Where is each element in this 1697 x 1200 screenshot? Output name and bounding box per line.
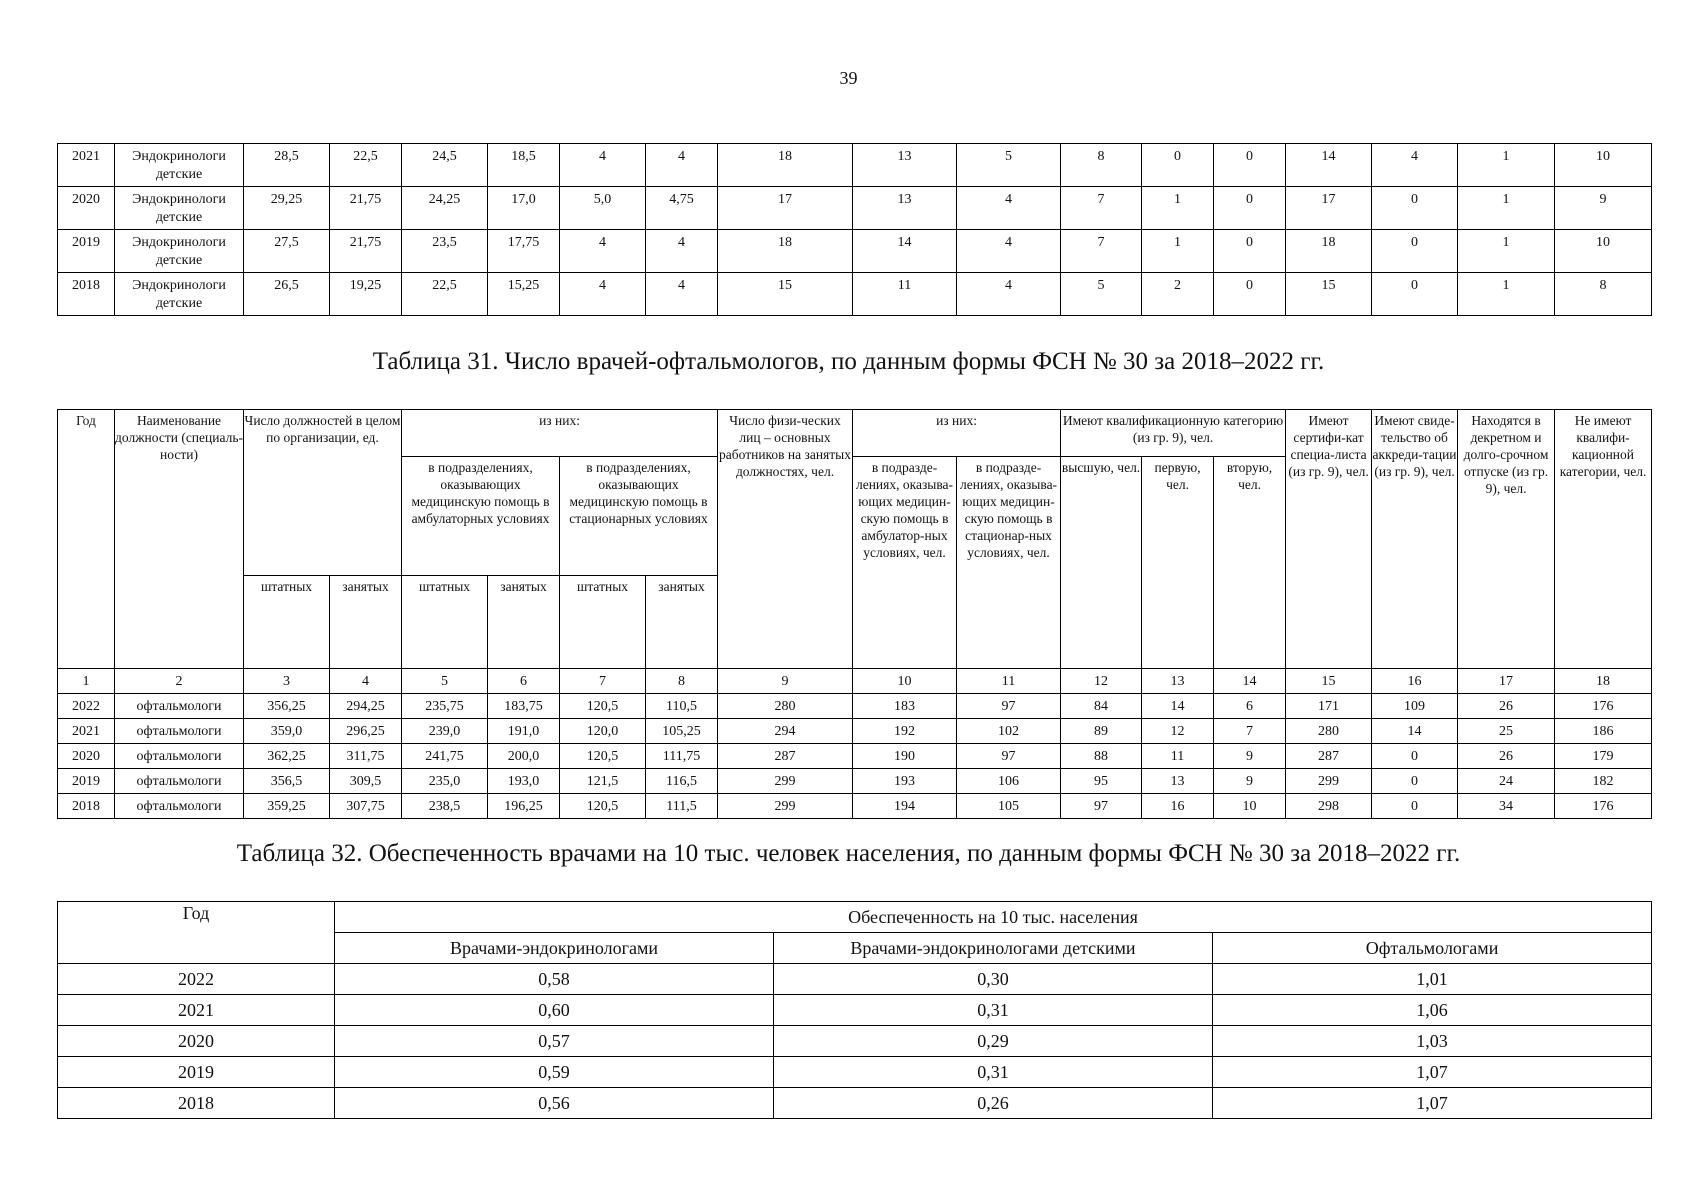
value-cell: 4 <box>560 230 646 273</box>
value-cell: 17,75 <box>488 230 560 273</box>
table-continued <box>57 143 1652 316</box>
value-cell: 8 <box>1555 273 1652 316</box>
value-cell: 19,25 <box>330 273 402 316</box>
value-cell: 120,5 <box>560 794 646 819</box>
column-number-cell: 9 <box>718 669 853 694</box>
table31-caption: Таблица 31. Число врачей-офтальмологов, по данным формы ФСН № 30 за 2018–2022 гг. <box>372 348 1325 375</box>
header-year: Год <box>58 410 115 669</box>
table31 <box>57 409 1652 819</box>
table-row <box>58 144 1652 187</box>
value-cell: 120,5 <box>560 694 646 719</box>
value-cell: 194 <box>853 794 957 819</box>
value-cell: 13 <box>1142 769 1214 794</box>
year-cell: 2018 <box>58 1088 335 1119</box>
value-cell: 21,75 <box>330 187 402 230</box>
value-cell: 311,75 <box>330 744 402 769</box>
value-cell: 186 <box>1555 719 1652 744</box>
value-cell: 183,75 <box>488 694 560 719</box>
value-cell: 2 <box>1142 273 1214 316</box>
header-physical-persons: Число физи-ческих лиц – основных работников на занятых должностях, чел. <box>718 410 853 669</box>
value-cell: 105,25 <box>646 719 718 744</box>
value-cell: 4 <box>646 230 718 273</box>
table-row <box>58 1026 1652 1057</box>
value-cell: 1 <box>1142 187 1214 230</box>
year-cell: 2022 <box>58 694 115 719</box>
year-cell: 2018 <box>58 794 115 819</box>
value-cell: 29,25 <box>244 187 330 230</box>
value-cell: 0,31 <box>774 1057 1213 1088</box>
value-cell: 7 <box>1061 187 1142 230</box>
value-cell: 4 <box>957 273 1061 316</box>
value-cell: 11 <box>853 273 957 316</box>
value-cell: 0 <box>1142 144 1214 187</box>
header-positions-total: Число должностей в целом по организации, ед. <box>244 410 402 576</box>
value-cell: 193 <box>853 769 957 794</box>
year-cell: 2021 <box>58 995 335 1026</box>
value-cell: 9 <box>1555 187 1652 230</box>
header-no-category: Не имеют квалифи-кационной категории, чел. <box>1555 410 1652 669</box>
value-cell: 1 <box>1458 273 1555 316</box>
page-number: 39 <box>839 68 858 88</box>
table-row <box>58 794 1652 819</box>
value-cell: 294,25 <box>330 694 402 719</box>
column-number-cell: 8 <box>646 669 718 694</box>
column-number-row <box>58 669 1652 694</box>
value-cell: 11 <box>1142 744 1214 769</box>
value-cell: 0 <box>1214 273 1286 316</box>
value-cell: 24,5 <box>402 144 488 187</box>
value-cell: 307,75 <box>330 794 402 819</box>
year-cell: 2019 <box>58 230 115 273</box>
table-row <box>58 964 1652 995</box>
header-inp-occupied: занятых <box>646 576 718 669</box>
header-first: первую, чел. <box>1142 457 1214 669</box>
table-row <box>58 230 1652 273</box>
value-cell: 28,5 <box>244 144 330 187</box>
table-row <box>58 995 1652 1026</box>
year-cell: 2021 <box>58 144 115 187</box>
value-cell: 9 <box>1214 769 1286 794</box>
value-cell: 1 <box>1458 144 1555 187</box>
value-cell: 0 <box>1214 187 1286 230</box>
value-cell: 190 <box>853 744 957 769</box>
value-cell: 309,5 <box>330 769 402 794</box>
value-cell: 18 <box>718 230 853 273</box>
value-cell: 17 <box>718 187 853 230</box>
value-cell: 235,75 <box>402 694 488 719</box>
value-cell: 5 <box>1061 273 1142 316</box>
header-second: вторую, чел. <box>1214 457 1286 669</box>
table-row <box>58 694 1652 719</box>
value-cell: 235,0 <box>402 769 488 794</box>
header-endocrinologists: Врачами-эндокринологами <box>335 933 774 964</box>
value-cell: 0,29 <box>774 1026 1213 1057</box>
value-cell: 116,5 <box>646 769 718 794</box>
value-cell: 14 <box>1142 694 1214 719</box>
value-cell: 1,06 <box>1213 995 1652 1026</box>
year-cell: 2019 <box>58 769 115 794</box>
year-cell: 2021 <box>58 719 115 744</box>
value-cell: 22,5 <box>330 144 402 187</box>
table-row <box>58 273 1652 316</box>
value-cell: 120,0 <box>560 719 646 744</box>
value-cell: 1 <box>1458 230 1555 273</box>
header-amb-staff: штатных <box>402 576 488 669</box>
column-number-cell: 2 <box>115 669 244 694</box>
value-cell: 6 <box>1214 694 1286 719</box>
value-cell: 0 <box>1372 187 1458 230</box>
value-cell: 4 <box>646 273 718 316</box>
value-cell: 1 <box>1142 230 1214 273</box>
value-cell: 7 <box>1061 230 1142 273</box>
column-number-cell: 11 <box>957 669 1061 694</box>
header-certificate: Имеют сертифи-кат специа-листа (из гр. 9), чел. <box>1286 410 1372 669</box>
header-of-them: из них: <box>402 410 718 457</box>
table32 <box>57 901 1652 1119</box>
value-cell: 89 <box>1061 719 1142 744</box>
header-staff: штатных <box>244 576 330 669</box>
header-highest: высшую, чел. <box>1061 457 1142 669</box>
value-cell: 191,0 <box>488 719 560 744</box>
value-cell: 0 <box>1372 273 1458 316</box>
year-cell: 2022 <box>58 964 335 995</box>
value-cell: 105 <box>957 794 1061 819</box>
value-cell: 356,5 <box>244 769 330 794</box>
value-cell: 4 <box>1372 144 1458 187</box>
position-cell: Эндокринологи детские <box>115 230 244 273</box>
column-number-cell: 13 <box>1142 669 1214 694</box>
column-number-cell: 10 <box>853 669 957 694</box>
column-number-cell: 16 <box>1372 669 1458 694</box>
header-inp-persons: в подразде-лениях, оказыва-ющих медицин-скую помощь в стационар-ных условиях, чел. <box>957 457 1061 669</box>
table-row <box>58 719 1652 744</box>
value-cell: 280 <box>718 694 853 719</box>
value-cell: 294 <box>718 719 853 744</box>
value-cell: 110,5 <box>646 694 718 719</box>
value-cell: 22,5 <box>402 273 488 316</box>
value-cell: 27,5 <box>244 230 330 273</box>
column-number-cell: 15 <box>1286 669 1372 694</box>
column-number-cell: 1 <box>58 669 115 694</box>
position-cell: офтальмологи <box>115 694 244 719</box>
table-row <box>58 769 1652 794</box>
value-cell: 176 <box>1555 694 1652 719</box>
value-cell: 34 <box>1458 794 1555 819</box>
value-cell: 356,25 <box>244 694 330 719</box>
value-cell: 84 <box>1061 694 1142 719</box>
value-cell: 18 <box>1286 230 1372 273</box>
value-cell: 287 <box>1286 744 1372 769</box>
table-row <box>58 744 1652 769</box>
value-cell: 95 <box>1061 769 1142 794</box>
value-cell: 0 <box>1372 794 1458 819</box>
value-cell: 298 <box>1286 794 1372 819</box>
year-cell: 2020 <box>58 1026 335 1057</box>
value-cell: 0,60 <box>335 995 774 1026</box>
value-cell: 4 <box>560 144 646 187</box>
column-number-cell: 7 <box>560 669 646 694</box>
table-row <box>58 1057 1652 1088</box>
value-cell: 21,75 <box>330 230 402 273</box>
value-cell: 24,25 <box>402 187 488 230</box>
value-cell: 10 <box>1214 794 1286 819</box>
value-cell: 4,75 <box>646 187 718 230</box>
table-row <box>58 1088 1652 1119</box>
value-cell: 182 <box>1555 769 1652 794</box>
value-cell: 0,58 <box>335 964 774 995</box>
header-year: Год <box>58 902 335 964</box>
value-cell: 192 <box>853 719 957 744</box>
value-cell: 14 <box>1286 144 1372 187</box>
column-number-cell: 17 <box>1458 669 1555 694</box>
header-accreditation: Имеют свиде-тельство об аккреди-тации (из гр. 9), чел. <box>1372 410 1458 669</box>
value-cell: 102 <box>957 719 1061 744</box>
position-cell: Эндокринологи детские <box>115 187 244 230</box>
position-cell: офтальмологи <box>115 769 244 794</box>
value-cell: 362,25 <box>244 744 330 769</box>
column-number-cell: 14 <box>1214 669 1286 694</box>
header-of-them-2: из них: <box>853 410 1061 457</box>
value-cell: 4 <box>560 273 646 316</box>
value-cell: 299 <box>718 794 853 819</box>
value-cell: 299 <box>718 769 853 794</box>
value-cell: 4 <box>957 230 1061 273</box>
value-cell: 26 <box>1458 744 1555 769</box>
value-cell: 18,5 <box>488 144 560 187</box>
value-cell: 1,03 <box>1213 1026 1652 1057</box>
year-cell: 2019 <box>58 1057 335 1088</box>
value-cell: 359,25 <box>244 794 330 819</box>
value-cell: 7 <box>1214 719 1286 744</box>
value-cell: 179 <box>1555 744 1652 769</box>
value-cell: 10 <box>1555 144 1652 187</box>
value-cell: 17 <box>1286 187 1372 230</box>
header-amb-persons: в подразде-лениях, оказыва-ющих медицин-скую помощь в амбулатор-ных условиях, чел. <box>853 457 957 669</box>
header-qualification: Имеют квалификационную категорию (из гр. 9), чел. <box>1061 410 1286 457</box>
value-cell: 9 <box>1214 744 1286 769</box>
value-cell: 111,75 <box>646 744 718 769</box>
header-ambulatory: в подразделениях, оказывающих медицинскую помощь в амбулаторных условиях <box>402 457 560 576</box>
value-cell: 15,25 <box>488 273 560 316</box>
value-cell: 106 <box>957 769 1061 794</box>
header-provision: Обеспеченность на 10 тыс. населения <box>335 902 1652 933</box>
header-inp-staff: штатных <box>560 576 646 669</box>
value-cell: 0,26 <box>774 1088 1213 1119</box>
value-cell: 0 <box>1214 144 1286 187</box>
column-number-cell: 18 <box>1555 669 1652 694</box>
value-cell: 0,31 <box>774 995 1213 1026</box>
column-number-cell: 4 <box>330 669 402 694</box>
column-number-cell: 12 <box>1061 669 1142 694</box>
value-cell: 359,0 <box>244 719 330 744</box>
value-cell: 97 <box>1061 794 1142 819</box>
value-cell: 0,56 <box>335 1088 774 1119</box>
value-cell: 16 <box>1142 794 1214 819</box>
value-cell: 238,5 <box>402 794 488 819</box>
value-cell: 4 <box>646 144 718 187</box>
value-cell: 15 <box>1286 273 1372 316</box>
value-cell: 13 <box>853 144 957 187</box>
value-cell: 4 <box>957 187 1061 230</box>
column-number-cell: 6 <box>488 669 560 694</box>
value-cell: 14 <box>1372 719 1458 744</box>
value-cell: 17,0 <box>488 187 560 230</box>
value-cell: 287 <box>718 744 853 769</box>
value-cell: 193,0 <box>488 769 560 794</box>
header-leave: Находятся в декретном и долго-срочном отпуске (из гр. 9), чел. <box>1458 410 1555 669</box>
value-cell: 239,0 <box>402 719 488 744</box>
value-cell: 8 <box>1061 144 1142 187</box>
value-cell: 0,57 <box>335 1026 774 1057</box>
table32-caption: Таблица 32. Обеспеченность врачами на 10 тыс. человек населения, по данным формы ФСН № 30 за 2018–2022 гг. <box>236 840 1461 867</box>
value-cell: 88 <box>1061 744 1142 769</box>
value-cell: 0,59 <box>335 1057 774 1088</box>
header-position: Наименование должности (специаль-ности) <box>115 410 244 669</box>
header-endocrinologists-child: Врачами-эндокринологами детскими <box>774 933 1213 964</box>
header-ophthalmologists: Офтальмологами <box>1213 933 1652 964</box>
value-cell: 15 <box>718 273 853 316</box>
value-cell: 26,5 <box>244 273 330 316</box>
value-cell: 176 <box>1555 794 1652 819</box>
value-cell: 97 <box>957 744 1061 769</box>
value-cell: 5 <box>957 144 1061 187</box>
value-cell: 1,07 <box>1213 1088 1652 1119</box>
value-cell: 1,01 <box>1213 964 1652 995</box>
value-cell: 10 <box>1555 230 1652 273</box>
value-cell: 23,5 <box>402 230 488 273</box>
position-cell: офтальмологи <box>115 794 244 819</box>
value-cell: 200,0 <box>488 744 560 769</box>
position-cell: Эндокринологи детские <box>115 273 244 316</box>
value-cell: 14 <box>853 230 957 273</box>
value-cell: 0 <box>1214 230 1286 273</box>
value-cell: 0 <box>1372 769 1458 794</box>
year-cell: 2020 <box>58 187 115 230</box>
value-cell: 171 <box>1286 694 1372 719</box>
value-cell: 183 <box>853 694 957 719</box>
value-cell: 24 <box>1458 769 1555 794</box>
value-cell: 12 <box>1142 719 1214 744</box>
position-cell: Эндокринологи детские <box>115 144 244 187</box>
table-row <box>58 187 1652 230</box>
column-number-cell: 3 <box>244 669 330 694</box>
value-cell: 280 <box>1286 719 1372 744</box>
value-cell: 111,5 <box>646 794 718 819</box>
value-cell: 109 <box>1372 694 1458 719</box>
value-cell: 120,5 <box>560 744 646 769</box>
value-cell: 0,30 <box>774 964 1213 995</box>
value-cell: 18 <box>718 144 853 187</box>
value-cell: 13 <box>853 187 957 230</box>
value-cell: 97 <box>957 694 1061 719</box>
value-cell: 296,25 <box>330 719 402 744</box>
value-cell: 1,07 <box>1213 1057 1652 1088</box>
value-cell: 25 <box>1458 719 1555 744</box>
value-cell: 0 <box>1372 230 1458 273</box>
header-inpatient: в подразделениях, оказывающих медицинскую помощь в стационарных условиях <box>560 457 718 576</box>
column-number-cell: 5 <box>402 669 488 694</box>
year-cell: 2018 <box>58 273 115 316</box>
header-occupied: занятых <box>330 576 402 669</box>
position-cell: офтальмологи <box>115 744 244 769</box>
year-cell: 2020 <box>58 744 115 769</box>
value-cell: 196,25 <box>488 794 560 819</box>
value-cell: 1 <box>1458 187 1555 230</box>
value-cell: 0 <box>1372 744 1458 769</box>
header-amb-occupied: занятых <box>488 576 560 669</box>
value-cell: 5,0 <box>560 187 646 230</box>
value-cell: 299 <box>1286 769 1372 794</box>
value-cell: 26 <box>1458 694 1555 719</box>
position-cell: офтальмологи <box>115 719 244 744</box>
value-cell: 241,75 <box>402 744 488 769</box>
value-cell: 121,5 <box>560 769 646 794</box>
